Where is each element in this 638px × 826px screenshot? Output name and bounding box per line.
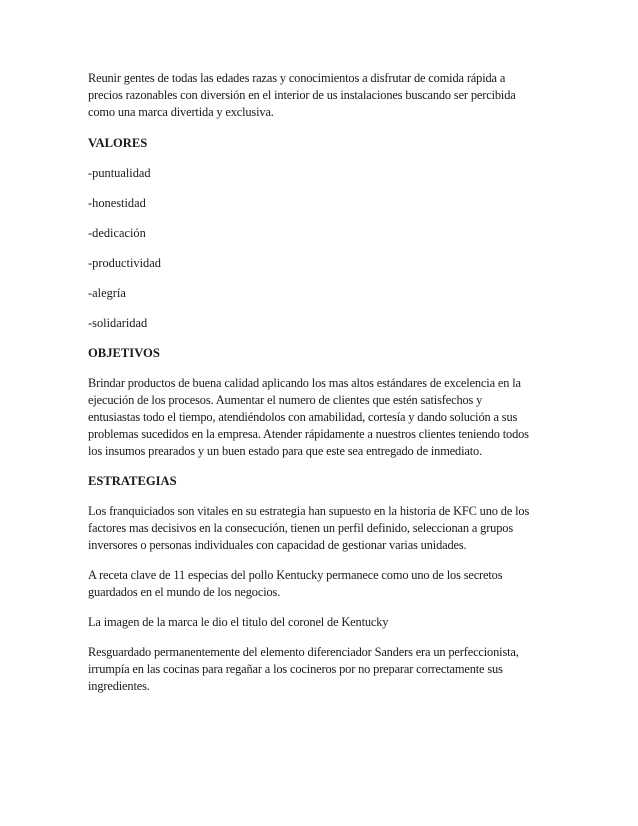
intro-paragraph	[88, 70, 558, 121]
estrategias-line: ingredientes.	[88, 679, 150, 693]
valor-item: -alegría	[88, 286, 126, 300]
valor-item: -puntualidad	[88, 166, 151, 180]
estrategias-line: A receta clave de 11 especias del pollo Kentucky permanece como uno de los secretos	[88, 568, 503, 582]
estrategias-paragraph	[88, 567, 558, 601]
valor-item: -honestidad	[88, 196, 146, 210]
estrategias-line: La imagen de la marca le dio el titulo del coronel de Kentucky	[88, 615, 389, 629]
objetivos-line: los insumos prearados y un buen estado para que este sea entregado de inmediato.	[88, 444, 483, 458]
intro-line: Reunir gentes de todas las edades razas y conocimientos a disfrutar de comida rápida a	[88, 71, 506, 85]
estrategias-paragraph	[88, 614, 558, 631]
valores-heading: VALORES	[88, 136, 148, 150]
estrategias-paragraph	[88, 503, 558, 554]
objetivos-line: ejecución de los procesos. Aumentar el numero de clientes que estén satisfechos y	[88, 393, 483, 407]
estrategias-line: inversores o personas individuales con capacidad de gestionar varias unidades.	[88, 538, 467, 552]
estrategias-line: irrumpía en las cocinas para regañar a los cocineros por no preparar correctamente sus	[88, 662, 503, 676]
valor-item: -dedicación	[88, 226, 146, 240]
objetivos-line: Brindar productos de buena calidad aplicando los mas altos estándares de excelencia en la	[88, 376, 521, 390]
estrategias-line: Los franquiciados son vitales en su estrategia han supuesto en la historia de KFC uno de los	[88, 504, 530, 518]
document-page	[88, 70, 558, 695]
objetivos-paragraph	[88, 375, 558, 460]
estrategias-line: guardados en el mundo de los negocios.	[88, 585, 281, 599]
estrategias-paragraph	[88, 644, 558, 695]
objetivos-heading: OBJETIVOS	[88, 346, 160, 360]
objetivos-line: problemas sucedidos en la empresa. Atender rápidamente a nuestros clientes teniendo todos	[88, 427, 529, 441]
estrategias-line: factores mas decisivos en la consecución, tienen un perfil definido, seleccionan a grupos	[88, 521, 513, 535]
objetivos-line: entusiastas todo el tiempo, atendiéndolos con amabilidad, cortesía y dando solución a sus	[88, 410, 518, 424]
valor-item: -solidaridad	[88, 316, 148, 330]
estrategias-line: Resguardado permanentemente del elemento diferenciador Sanders era un perfeccionista,	[88, 645, 519, 659]
intro-line: precios razonables con diversión en el interior de us instalaciones buscando ser percibida	[88, 88, 516, 102]
estrategias-heading: ESTRATEGIAS	[88, 474, 177, 488]
intro-line: como una marca divertida y exclusiva.	[88, 105, 274, 119]
valor-item: -productividad	[88, 256, 161, 270]
